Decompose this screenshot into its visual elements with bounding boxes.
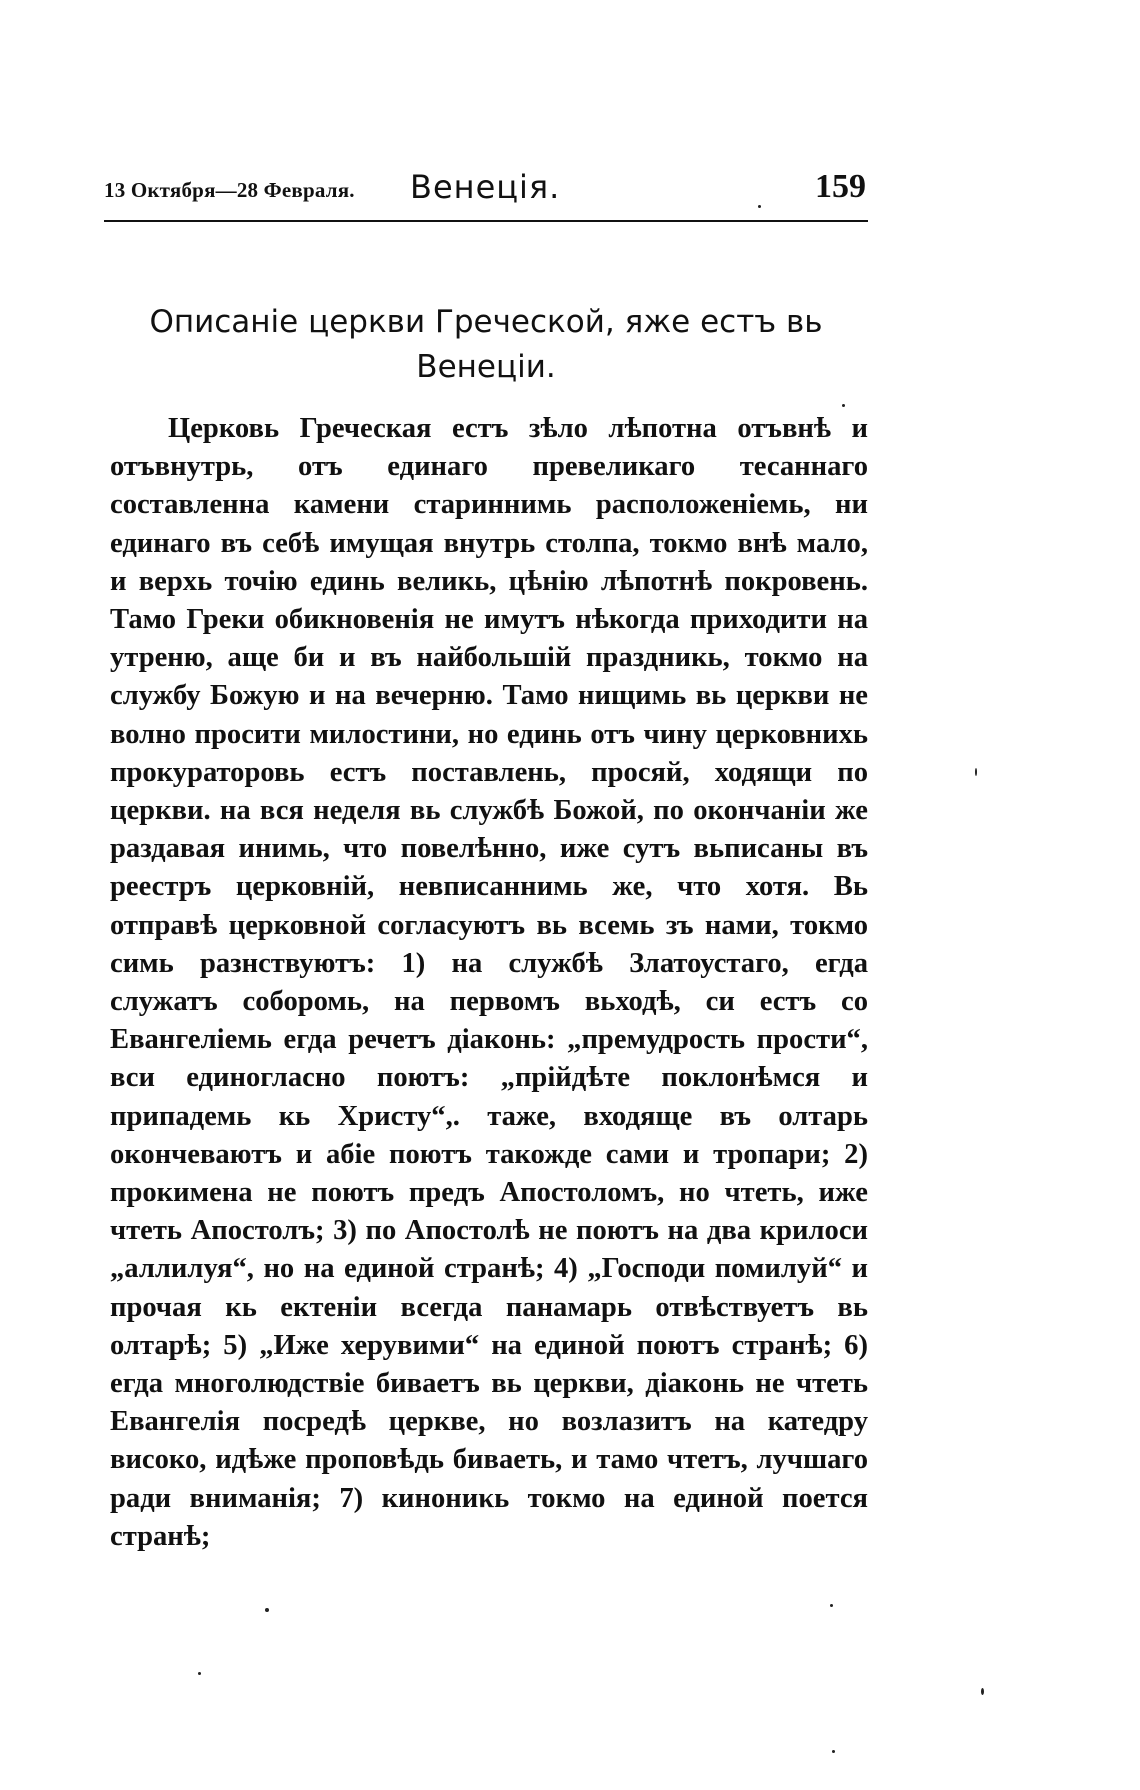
print-speck bbox=[832, 1750, 835, 1753]
header-rule bbox=[104, 220, 868, 222]
running-head bbox=[104, 168, 866, 218]
print-speck bbox=[830, 1604, 833, 1607]
body-paragraph: Церковь Греческая естъ зѣло лѣпотна отъвнѣ и отъвнутрь, отъ единаго превеликаго тесаннаго составленна камени стариннимь расположеніемь, ни единаго въ себѣ имущая внутрь столпа, токмо внѣ мало, и верхь точію единь великь, цѣнію лѣпотнѣ покровень. Тамо Греки обикновенія не имутъ нѣкогда приходити на утреню, аще би и въ найбольшій праздникь, токмо на службу Божую и на вечерню. Тамо нищимь вь церкви не волно просити милостини, но единь отъ чину церковнихь прокураторовь естъ поставлень, просяй, ходящи по церкви. на вся неделя вь службѣ Божой, по окончаніи же раздавая инимь, что повелѣнно, иже сутъ вьписаны въ реестръ церковній, невписаннимь же, что хотя. Вь отправѣ церковной согласуютъ вь всемь зъ нами, токмо симь разнствуютъ: 1) на службѣ Златоустаго, егда служатъ соборомь, на первомъ вьходѣ, си естъ со Евангеліемь егда речетъ діаконь: „премудрость прости“, вси единогласно поютъ: „прійдѣте поклонѣмся и припадемь кь Христу“,. таже, входяще въ олтарь окончеваютъ и абіе поютъ такожде сами и тропари; 2) прокимена не поютъ предъ Апостоломъ, но чтеть, иже чтеть Апостолъ; 3) по Апостолѣ не поютъ на два крилоси „аллилуя“, но на единой странѣ; 4) „Господи помилуй“ и прочая кь ектеніи всегда панамарь отвѣствуетъ вь олтарѣ; 5) „Иже херувими“ на единой поютъ странѣ; 6) егда многолюдствіе биваетъ вь церкви, діаконь не чтеть Евангелія посредѣ церкве, но возлазитъ на катедру високо, идѣже проповѣдь биваеть, и тамо чтетъ, лучшаго ради вниманія; 7) кинониκь токмо на единой поется странѣ; bbox=[110, 413, 868, 1552]
print-speck bbox=[265, 1608, 269, 1612]
print-speck bbox=[198, 1672, 201, 1675]
running-head-title: Венеція. bbox=[410, 168, 561, 206]
print-speck bbox=[981, 1688, 984, 1695]
running-head-dates: 13 Октября—28 Февраля. bbox=[104, 178, 355, 202]
page-number: 159 bbox=[815, 168, 866, 205]
print-speck bbox=[758, 205, 761, 208]
print-speck bbox=[842, 404, 845, 407]
print-speck bbox=[975, 768, 977, 776]
chapter-title: Описаніе церкви Греческой, яже естъ вь Венеціи. bbox=[149, 304, 823, 385]
